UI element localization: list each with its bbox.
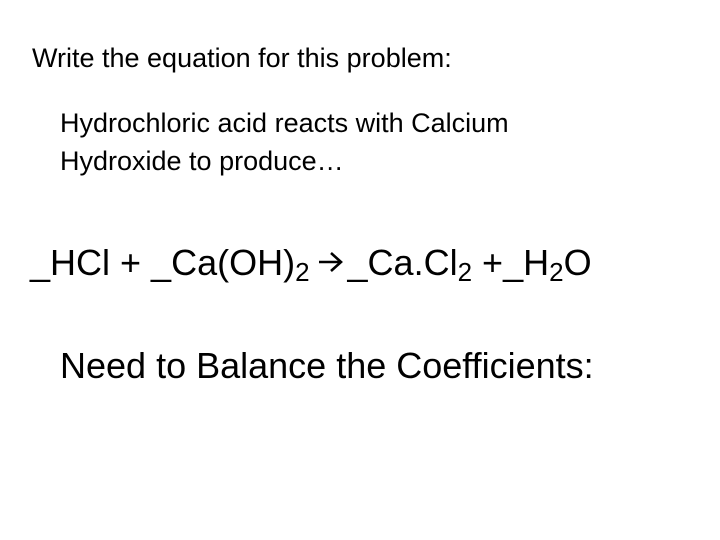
description-line-2: Hydroxide to produce…	[60, 146, 344, 176]
equation-product-1: _Ca.Cl	[347, 242, 458, 283]
chemical-equation	[30, 239, 592, 287]
equation-product-2-end: O	[563, 242, 592, 283]
equation-subscript-3: 2	[549, 257, 564, 287]
right-arrow-icon	[318, 251, 344, 273]
instruction-text: Need to Balance the Coefficients:	[60, 345, 594, 386]
equation-subscript-1: 2	[295, 257, 310, 287]
equation-product-2: +_H	[472, 242, 550, 283]
description-line-1: Hydrochloric acid reacts with Calcium	[60, 108, 509, 138]
problem-description	[60, 104, 509, 180]
equation-reactants: _HCl + _Ca(OH)	[30, 242, 296, 283]
prompt-heading: Write the equation for this problem:	[32, 43, 452, 73]
equation-subscript-2: 2	[457, 257, 473, 287]
